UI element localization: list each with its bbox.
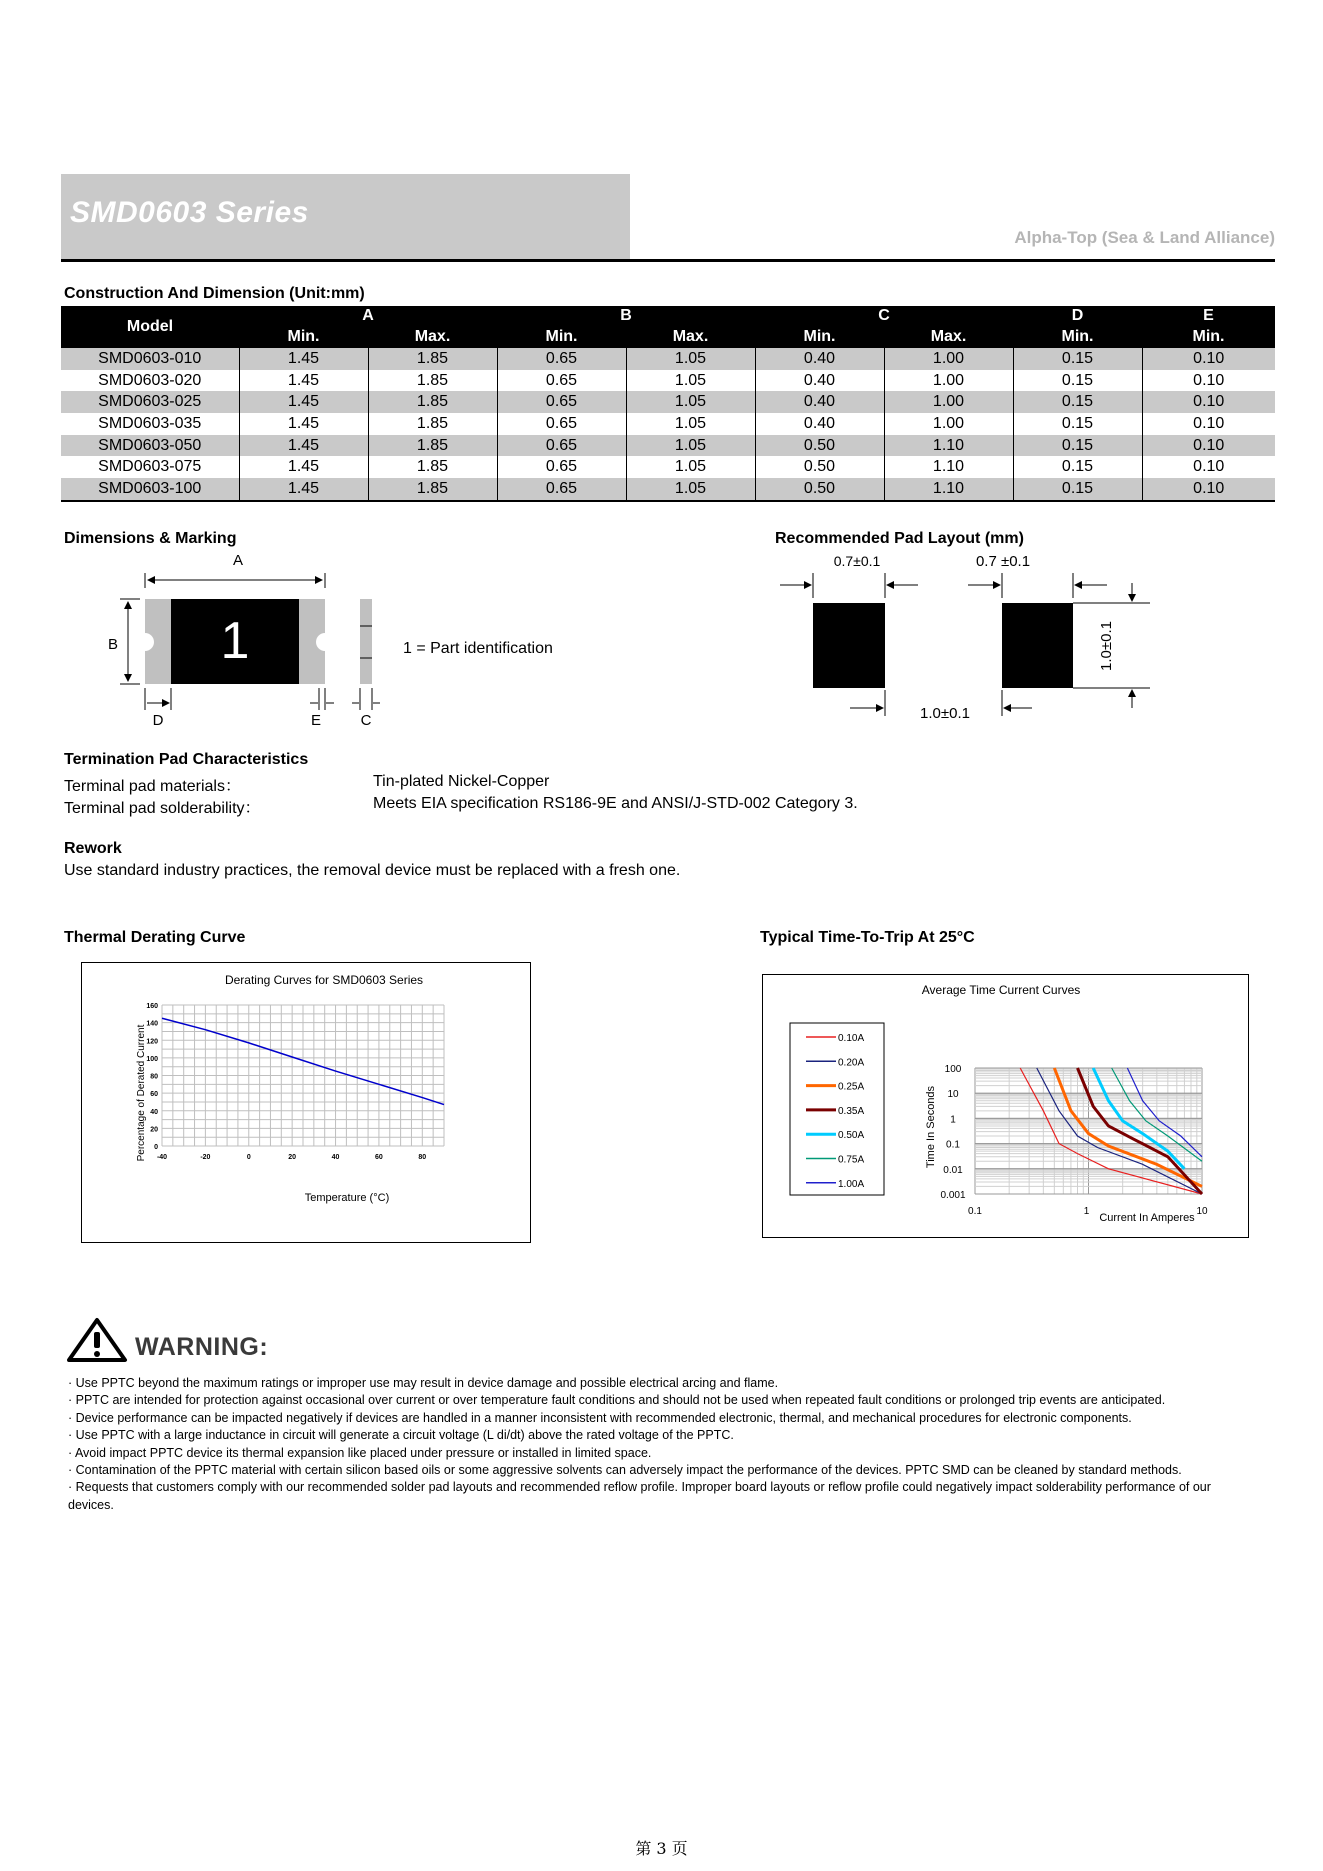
pad-right-width-label: 0.7 ±0.1 (975, 553, 1031, 570)
value-cell: 0.15 (1013, 413, 1142, 435)
legend-label: 0.25A (838, 1081, 865, 1093)
value-cell: 0.40 (755, 391, 884, 413)
derating-chart-frame (81, 962, 531, 1243)
x-tick-label: 20 (288, 1154, 297, 1161)
part-id-note: 1 = Part identification (403, 640, 553, 657)
value-cell: 1.10 (884, 456, 1013, 478)
trip-chart-frame (762, 974, 1249, 1238)
value-cell: 0.10 (1142, 435, 1275, 457)
left-terminal (145, 599, 171, 684)
value-cell: 1.85 (368, 391, 497, 413)
rework-title: Rework (64, 840, 122, 857)
value-cell: 1.00 (884, 370, 1013, 392)
value-cell: 1.05 (626, 478, 755, 501)
value-cell: 0.10 (1142, 456, 1275, 478)
termination-label-solderability: Terminal pad solderability： (64, 800, 261, 817)
subheader: Min. (755, 326, 884, 348)
value-cell: 0.10 (1142, 413, 1275, 435)
derating-ylabel: Percentage of Derated Current (136, 1024, 147, 1162)
value-cell: 1.45 (239, 456, 368, 478)
x-tick-label: 40 (331, 1154, 340, 1161)
value-cell: 1.00 (884, 391, 1013, 413)
value-cell: 0.40 (755, 413, 884, 435)
value-cell: 0.40 (755, 348, 884, 370)
pad-layout-diagram (770, 548, 1170, 728)
x-tick-label: 60 (375, 1154, 383, 1161)
table-row (61, 370, 1275, 392)
value-cell: 1.10 (884, 435, 1013, 457)
trip-grid (975, 1068, 1202, 1194)
legend-label: 1.00A (838, 1178, 865, 1190)
right-terminal (299, 599, 325, 684)
legend-label: 0.10A (838, 1033, 865, 1044)
trip-chart (763, 975, 1248, 1237)
series-title: SMD0603 Series (70, 196, 309, 229)
model-cell: SMD0603-050 (61, 435, 239, 457)
warning-item: · Contamination of the PPTC material with certain silicon based oils or some aggressive solvents can adversely impact the performance of the devices. PPTC SMD can be cleaned by standard methods. (68, 1463, 1182, 1478)
trip-heading: Typical Time-To-Trip At 25°C (760, 929, 975, 946)
pad-layout-title: Recommended Pad Layout (mm) (775, 530, 1024, 547)
value-cell: 1.00 (884, 413, 1013, 435)
value-cell: 0.65 (497, 478, 626, 501)
subheader: Max. (368, 326, 497, 348)
pad-left (813, 603, 885, 688)
value-cell: 1.05 (626, 370, 755, 392)
legend-label: 0.20A (838, 1057, 865, 1069)
value-cell: 0.50 (755, 456, 884, 478)
value-cell: 1.05 (626, 391, 755, 413)
marking-diagram (100, 548, 440, 730)
subheader: Min. (497, 326, 626, 348)
value-cell: 0.65 (497, 370, 626, 392)
value-cell: 0.65 (497, 413, 626, 435)
warning-title: WARNING: (135, 1333, 269, 1361)
model-cell: SMD0603-025 (61, 391, 239, 413)
subheader: Max. (884, 326, 1013, 348)
subheader: Max. (626, 326, 755, 348)
value-cell: 1.05 (626, 413, 755, 435)
termination-title: Termination Pad Characteristics (64, 751, 309, 768)
model-cell: SMD0603-010 (61, 348, 239, 370)
value-cell: 0.10 (1142, 370, 1275, 392)
derating-heading: Thermal Derating Curve (64, 929, 246, 946)
warning-item: · Use PPTC with a large inductance in circuit will generate a circuit voltage (L di/dt) above the rated voltage of the PPTC. (68, 1428, 734, 1443)
y-tick-label: 60 (150, 1091, 158, 1099)
rework-text: Use standard industry practices, the removal device must be replaced with a fresh one. (64, 862, 681, 879)
group-header-a: A (239, 306, 497, 326)
warning-list (68, 1375, 1258, 1514)
value-cell: 1.85 (368, 435, 497, 457)
value-cell: 1.05 (626, 435, 755, 457)
pad-height-label: 1.0±0.1 (1098, 621, 1115, 671)
pad-left-width-label: 0.7±0.1 (833, 553, 881, 569)
value-cell: 0.15 (1013, 370, 1142, 392)
termination-value-solderability: Meets EIA specification RS186-9E and ANSI/J-STD-002 Category 3. (373, 795, 858, 812)
table-body (61, 348, 1275, 501)
warning-icon (66, 1316, 128, 1364)
legend-label: 0.75A (838, 1154, 865, 1166)
table-row (61, 413, 1275, 435)
table-row (61, 478, 1275, 501)
value-cell: 1.45 (239, 413, 368, 435)
trip-legend (790, 1023, 884, 1195)
part-digit: 1 (220, 612, 250, 670)
legend-label: 0.35A (838, 1105, 865, 1117)
side-view (360, 599, 372, 684)
x-tick-label: 80 (418, 1154, 427, 1161)
value-cell: 0.50 (755, 478, 884, 501)
legend-label: 0.50A (838, 1130, 865, 1142)
subheader: Min. (1142, 326, 1275, 348)
value-cell: 1.45 (239, 435, 368, 457)
y-tick-label: 80 (150, 1073, 158, 1081)
model-cell: SMD0603-100 (61, 478, 239, 501)
x-tick-label: 10 (1196, 1206, 1208, 1217)
trip-series (1020, 1068, 1202, 1194)
value-cell: 1.10 (884, 478, 1013, 501)
derating-xlabel: Temperature (°C) (304, 1192, 390, 1204)
header-rule (61, 259, 1275, 262)
value-cell: 0.15 (1013, 456, 1142, 478)
table-row (61, 435, 1275, 457)
group-header-c: C (755, 306, 1013, 326)
value-cell: 0.10 (1142, 478, 1275, 501)
warning-item: · Use PPTC beyond the maximum ratings or improper use may result in device damage and possible electrical arcing and flame. (68, 1376, 779, 1390)
x-tick-label: 0.1 (968, 1206, 982, 1217)
y-tick-label: 140 (146, 1020, 158, 1028)
warning-item: · Requests that customers comply with our recommended solder pad layouts and recommended reflow profile. Improper board layouts or reflow profile could negatively impact solderability performance of our devices. (68, 1480, 1211, 1512)
warning-item: · Avoid impact PPTC device its thermal expansion like placed under pressure or installed in limited space. (68, 1445, 652, 1460)
value-cell: 1.45 (239, 348, 368, 370)
y-tick-label: 160 (146, 1003, 158, 1010)
model-cell: SMD0603-020 (98, 371, 202, 389)
trip-xlabel: Current In Amperes (1099, 1212, 1195, 1224)
value-cell: 0.50 (755, 435, 884, 457)
value-cell: 0.10 (1142, 348, 1275, 370)
value-cell: 1.85 (368, 348, 497, 370)
derating-chart (82, 963, 530, 1242)
value-cell: 1.00 (884, 348, 1013, 370)
model-header: Model (61, 306, 239, 348)
warning-item: · Device performance can be impacted negatively if devices are handled in a manner inconsistent with recommended electronic, thermal, and mechanical procedures for electronic components. (68, 1410, 1132, 1425)
value-cell: 1.45 (239, 370, 368, 392)
value-cell: 0.15 (1013, 435, 1142, 457)
warning-item: · PPTC are intended for protection against occasional over current or over temperature fault conditions and should not be used when repeated fault conditions or prolonged trip events are anticipated. (68, 1393, 1166, 1408)
y-tick-label: 20 (150, 1126, 158, 1134)
value-cell: 1.85 (368, 478, 497, 501)
trip-ylabel: Time In Seconds (925, 1085, 937, 1169)
y-tick-label: 120 (146, 1038, 158, 1046)
y-tick-label: 40 (150, 1108, 158, 1116)
x-tick-label: -40 (156, 1154, 168, 1161)
x-tick-label: 0 (246, 1154, 251, 1161)
group-header-d: D (1013, 306, 1142, 326)
value-cell: 0.40 (755, 370, 884, 392)
trip-curve (1020, 1068, 1202, 1194)
x-tick-label: 1 (1083, 1206, 1090, 1217)
value-cell: 0.65 (497, 435, 626, 457)
derating-chart-title: Derating Curves for SMD0603 Series (224, 973, 424, 987)
label-e: E (310, 712, 322, 729)
value-cell: 1.85 (368, 370, 497, 392)
termination-value-materials: Tin-plated Nickel-Copper (373, 773, 550, 790)
value-cell: 1.85 (368, 456, 497, 478)
value-cell: 0.65 (497, 456, 626, 478)
value-cell: 1.85 (368, 413, 497, 435)
pad-right (1002, 603, 1073, 688)
group-header-e: E (1142, 306, 1275, 326)
table-row (61, 348, 1275, 370)
construction-title: Construction And Dimension (Unit:mm) (64, 285, 365, 302)
dimension-table (61, 306, 1275, 502)
subheader: Min. (239, 326, 368, 348)
y-tick-label: 100 (944, 1064, 962, 1075)
y-tick-label: 0.001 (940, 1190, 966, 1201)
value-cell: 0.65 (497, 391, 626, 413)
label-b: B (107, 636, 119, 653)
value-cell: 0.15 (1013, 348, 1142, 370)
pad-gap-label: 1.0±0.1 (920, 705, 970, 722)
marking-title: Dimensions & Marking (64, 530, 237, 547)
value-cell: 0.65 (497, 348, 626, 370)
y-tick-label: 0 (154, 1144, 158, 1151)
y-tick-label: 0.01 (943, 1164, 963, 1176)
company-name: Alpha-Top (Sea & Land Alliance) (1014, 228, 1275, 247)
label-d: D (152, 712, 164, 729)
y-tick-label: 1 (950, 1114, 956, 1126)
group-header-b: B (497, 306, 755, 326)
value-cell: 1.45 (239, 478, 368, 501)
model-cell: SMD0603-035 (98, 414, 202, 432)
value-cell: 1.45 (239, 391, 368, 413)
termination-label-materials: Terminal pad materials： (64, 778, 241, 795)
label-a: A (232, 552, 244, 569)
y-tick-label: 100 (146, 1055, 158, 1063)
y-tick-label: 0.1 (946, 1139, 960, 1151)
value-cell: 1.05 (626, 456, 755, 478)
table-row (61, 456, 1275, 478)
value-cell: 1.05 (626, 348, 755, 370)
derating-grid (162, 1005, 444, 1146)
subheader: Min. (1013, 326, 1142, 348)
label-c: C (360, 712, 372, 729)
page-number: 第 3 页 (635, 1839, 688, 1858)
y-tick-label: 10 (947, 1089, 959, 1101)
trip-chart-title: Average Time Current Curves (921, 983, 1081, 997)
value-cell: 0.15 (1013, 478, 1142, 501)
table-row (61, 391, 1275, 413)
value-cell: 0.15 (1013, 391, 1142, 413)
model-cell: SMD0603-075 (98, 458, 202, 476)
x-tick-label: -20 (200, 1154, 211, 1161)
value-cell: 0.10 (1142, 391, 1275, 413)
